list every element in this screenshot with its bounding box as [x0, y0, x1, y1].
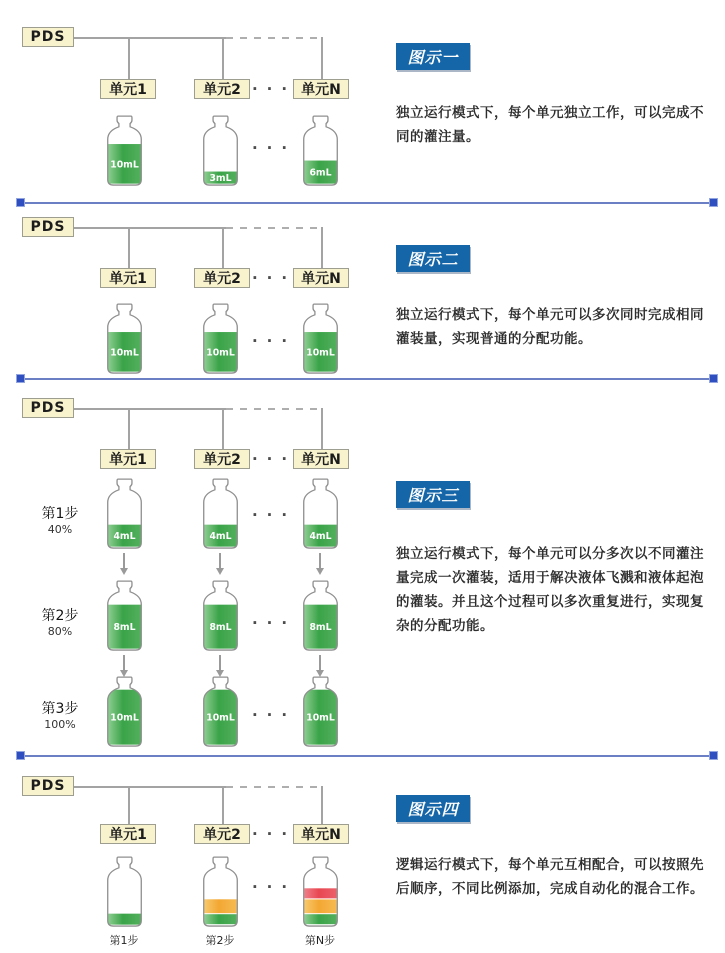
unit-box-1: 单元1 [100, 824, 156, 844]
ellipsis-dots: ··· [251, 80, 297, 98]
step-name: 第3步 [41, 701, 79, 717]
pds-box: PDS [22, 217, 74, 237]
section-title-badge: 图示三 [396, 481, 470, 508]
section-title-badge: 图示一 [396, 43, 470, 70]
svg-text:6mL: 6mL [308, 167, 332, 179]
section-title-badge: 图示二 [396, 245, 470, 272]
unit-box-1: 单元1 [100, 449, 156, 469]
bottle-icon [300, 856, 341, 947]
connector-line [321, 786, 323, 824]
unit-box-2: 单元2 [194, 79, 250, 99]
step-label: 第2步 [205, 934, 235, 947]
section-description: 独立运行模式下，每个单元独立工作，可以完成不同的灌注量。 [396, 105, 704, 145]
section-description: 逻辑运行模式下，每个单元互相配合，可以按照先后顺序，不同比例添加，完成自动化的混合工作。 [396, 857, 704, 897]
unit-box-2: 单元2 [194, 449, 250, 469]
ellipsis-dots: ··· [251, 825, 297, 843]
step-name: 第1步 [41, 506, 79, 522]
pds-box: PDS [22, 27, 74, 47]
ellipsis-dots: ··· [251, 332, 297, 350]
step-percent: 100% [44, 718, 76, 731]
svg-text:4mL: 4mL [208, 531, 232, 543]
svg-text:10mL: 10mL [305, 347, 335, 359]
section-title-badge: 图示四 [396, 795, 470, 822]
svg-text:10mL: 10mL [305, 712, 335, 724]
step-label: 第1步 [109, 934, 139, 947]
step-name: 第2步 [41, 608, 79, 624]
unit-box-1: 单元1 [100, 79, 156, 99]
svg-text:3mL: 3mL [208, 173, 232, 185]
svg-text:10mL: 10mL [109, 712, 139, 724]
ellipsis-dots: ··· [251, 878, 297, 896]
ellipsis-dots: ··· [251, 450, 297, 468]
svg-text:10mL: 10mL [109, 347, 139, 359]
svg-text:8mL: 8mL [208, 622, 232, 634]
section-description: 独立运行模式下，每个单元可以分多次以不同灌注量完成一次灌装，适用于解决液体飞溅和液体起泡的灌装。并且这个过程可以多次重复进行，实现复杂的分配功能。 [396, 546, 704, 634]
bottle-icon [200, 856, 241, 947]
unit-box-n: 单元N [293, 268, 349, 288]
svg-text:8mL: 8mL [308, 622, 332, 634]
section-description: 独立运行模式下，每个单元可以多次同时完成相同灌装量，实现普通的分配功能。 [396, 307, 704, 347]
svg-text:4mL: 4mL [308, 531, 332, 543]
step-label: 第N步 [304, 934, 336, 947]
bottle-icon [104, 856, 145, 947]
pds-box: PDS [22, 776, 74, 796]
ellipsis-dots: ··· [251, 614, 297, 632]
svg-text:8mL: 8mL [112, 622, 136, 634]
step-percent: 80% [47, 625, 73, 638]
pds-box: PDS [22, 398, 74, 418]
step-percent: 40% [47, 523, 73, 536]
connector-dashed-line [226, 786, 321, 788]
svg-text:10mL: 10mL [109, 159, 139, 171]
unit-box-n: 单元N [293, 449, 349, 469]
unit-box-2: 单元2 [194, 824, 250, 844]
unit-box-n: 单元N [293, 824, 349, 844]
connector-line [74, 786, 226, 788]
unit-box-n: 单元N [293, 79, 349, 99]
unit-box-2: 单元2 [194, 268, 250, 288]
unit-box-1: 单元1 [100, 268, 156, 288]
ellipsis-dots: ··· [251, 139, 297, 157]
ellipsis-dots: ··· [251, 706, 297, 724]
svg-text:10mL: 10mL [205, 712, 235, 724]
connector-line [128, 786, 130, 824]
svg-text:4mL: 4mL [112, 531, 136, 543]
ellipsis-dots: ··· [251, 269, 297, 287]
connector-line [222, 786, 224, 824]
ellipsis-dots: ··· [251, 506, 297, 524]
svg-text:10mL: 10mL [205, 347, 235, 359]
